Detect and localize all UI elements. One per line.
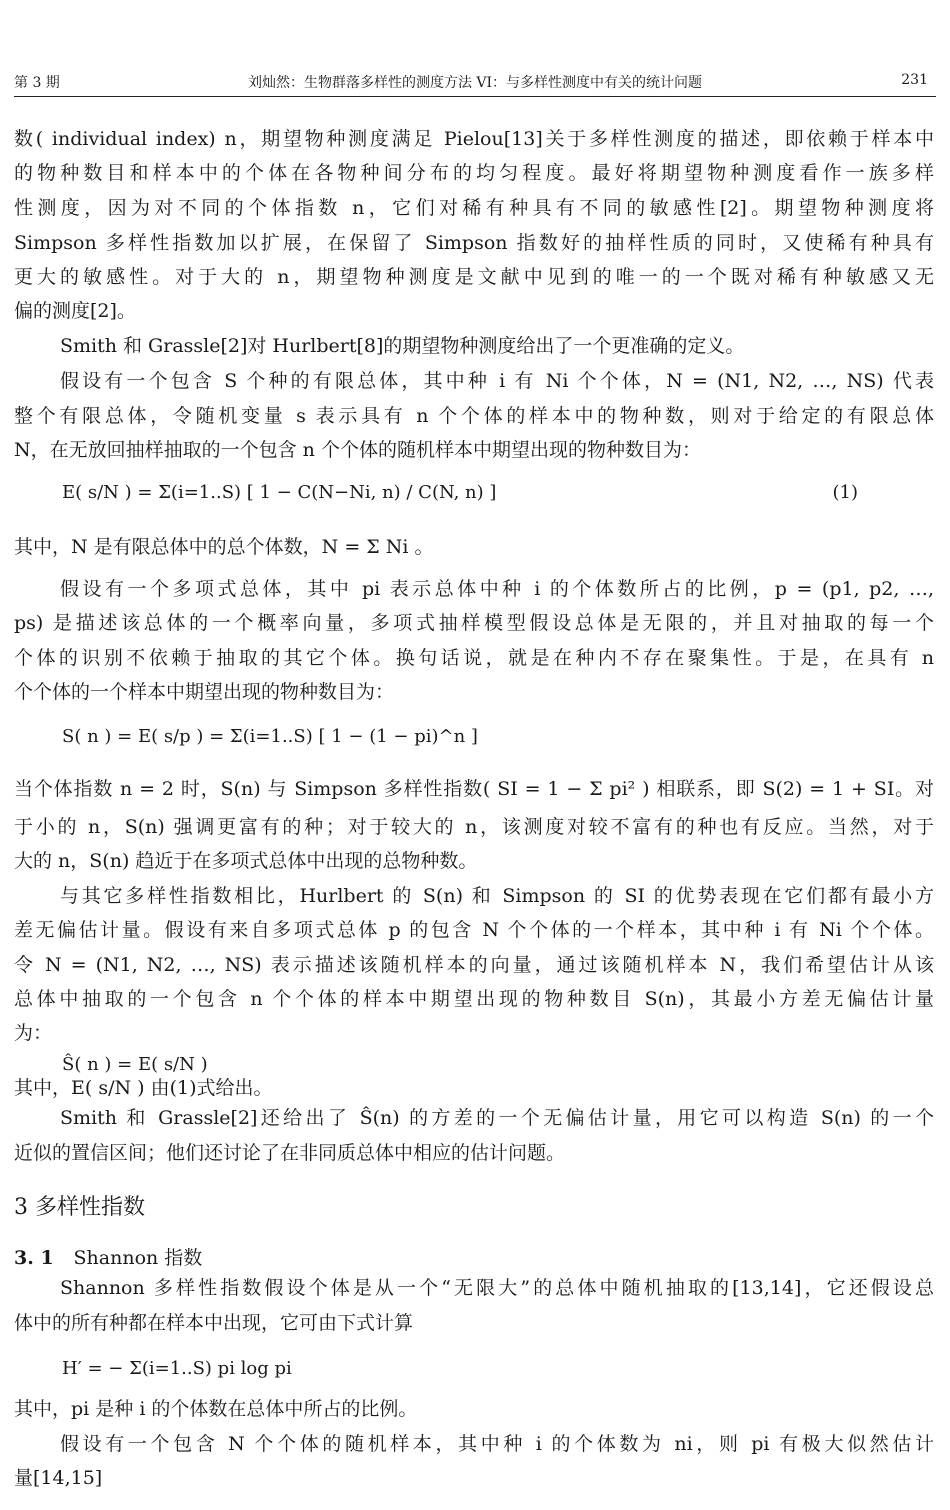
equation-1: E( s/N ) = Σ(i=1..S) [ 1 − C(N−Ni, n) / C(N, n) ]: [62, 482, 497, 503]
text-line: 的物种数目和样本中的个体在各物种间分布的均匀程度。最好将期望物种测度看作一族多样: [14, 162, 934, 184]
text-line: 为：: [14, 1022, 53, 1044]
text-line: 更大的敏感性。对于大的 n，期望物种测度是文献中见到的唯一的一个既对稀有种敏感又无: [14, 266, 934, 288]
text-line: N，在无放回抽样抽取的一个包含 n 个个体的随机样本中期望出现的物种数目为：: [14, 439, 701, 461]
text-line: ps) 是描述该总体的一个概率向量，多项式抽样模型假设总体是无限的，并且对抽取的每一个: [14, 612, 934, 634]
text-line: Shannon 多样性指数假设个体是从一个“无限大”的总体中随机抽取的[13,14]，它还假设总: [60, 1277, 934, 1299]
text-line: 大的 n，S(n) 趋近于在多项式总体中出现的总物种数。: [14, 850, 478, 872]
text-line: Simpson 多样性指数加以扩展，在保留了 Simpson 指数好的抽样性质的同时，又使稀有种具有: [14, 232, 934, 254]
page-number: 231: [901, 72, 928, 88]
subsection-title: Shannon 指数: [73, 1247, 203, 1269]
running-header: [14, 68, 936, 97]
text-line: 性测度，因为对不同的个体指数 n，它们对稀有种具有不同的敏感性[2]。期望物种测度将: [14, 197, 934, 219]
text-line: 假设有一个包含 N 个个体的随机样本，其中种 i 的个体数为 ni，则 pi 有极大似然估计: [60, 1433, 934, 1455]
issue-number: 第 3 期: [14, 75, 60, 91]
subsection-number: 3. 1: [14, 1247, 54, 1269]
text-line: 个个体的一个样本中期望出现的物种数目为：: [14, 681, 395, 703]
equation-4: H′ = − Σ(i=1..S) pi log pi: [62, 1358, 292, 1379]
text-line: 体中的所有种都在样本中出现，它可由下式计算: [14, 1312, 414, 1334]
text-line: 令 N = (N1, N2, …, NS) 表示描述该随机样本的向量，通过该随机样本 N，我们希望估计从该: [14, 954, 934, 976]
text-line: Smith 和 Grassle[2]还给出了 Ŝ(n) 的方差的一个无偏估计量，用它可以构造 S(n) 的一个: [60, 1107, 934, 1129]
subsection-heading: [14, 1243, 202, 1270]
equation-3: Ŝ( n ) = E( s/N ): [62, 1054, 208, 1075]
text-line: 个体的识别不依赖于抽取的其它个体。换句话说，就是在种内不存在聚集性。于是，在具有 n: [14, 647, 934, 669]
text-line: 与其它多样性指数相比，Hurlbert 的 S(n) 和 Simpson 的 SI 的优势表现在它们都有最小方: [60, 885, 934, 907]
text-line: 偏的测度[2]。: [14, 300, 136, 322]
text-line: 差无偏估计量。假设有来自多项式总体 p 的包含 N 个个体的一个样本，其中种 i 有 Ni 个个体。: [14, 919, 934, 941]
text-line: 其中，pi 是种 i 的个体数在总体中所占的比例。: [14, 1398, 418, 1420]
text-line: 数( individual index) n，期望物种测度满足 Pielou[13]关于多样性测度的描述，即依赖于样本中: [14, 128, 934, 150]
text-line: Smith 和 Grassle[2]对 Hurlbert[8]的期望物种测度给出了一个更准确的定义。: [60, 335, 745, 357]
text-line: 近似的置信区间；他们还讨论了在非同质总体中相应的估计问题。: [14, 1142, 566, 1164]
text-line: 于小的 n，S(n) 强调更富有的种；对于较大的 n，该测度对较不富有的种也有反应。当然，对于: [14, 816, 934, 838]
text-line: 假设有一个包含 S 个种的有限总体，其中种 i 有 Ni 个个体，N = (N1, N2, …, NS) 代表: [60, 370, 934, 392]
text-line: 其中，N 是有限总体中的总个体数，N = Σ Ni 。: [14, 536, 434, 558]
text-line: 总体中抽取的一个包含 n 个个体的样本中期望出现的物种数目 S(n)，其最小方差无偏估计量: [14, 988, 934, 1010]
text-line: 量[14,15]: [14, 1467, 103, 1489]
running-title: 刘灿然：生物群落多样性的测度方法 VI：与多样性测度中有关的统计问题: [247, 75, 703, 91]
section-heading: 3 多样性指数: [14, 1195, 145, 1220]
text-line: 假设有一个多项式总体，其中 pi 表示总体中种 i 的个体数所占的比例，p = (p1, p2, …,: [60, 578, 934, 600]
text-line: 整个有限总体，令随机变量 s 表示具有 n 个个体的样本中的物种数，则对于给定的有限总体: [14, 405, 934, 427]
equation-2: S( n ) = E( s/p ) = Σ(i=1..S) [ 1 − (1 − pi)^n ]: [62, 726, 478, 747]
text-line: 其中，E( s/N ) 由(1)式给出。: [14, 1077, 273, 1099]
text-line: 当个体指数 n = 2 时，S(n) 与 Simpson 多样性指数( SI = 1 − Σ pi² ) 相联系，即 S(2) = 1 + SI。对: [14, 778, 934, 800]
equation-number: (1): [832, 482, 858, 503]
